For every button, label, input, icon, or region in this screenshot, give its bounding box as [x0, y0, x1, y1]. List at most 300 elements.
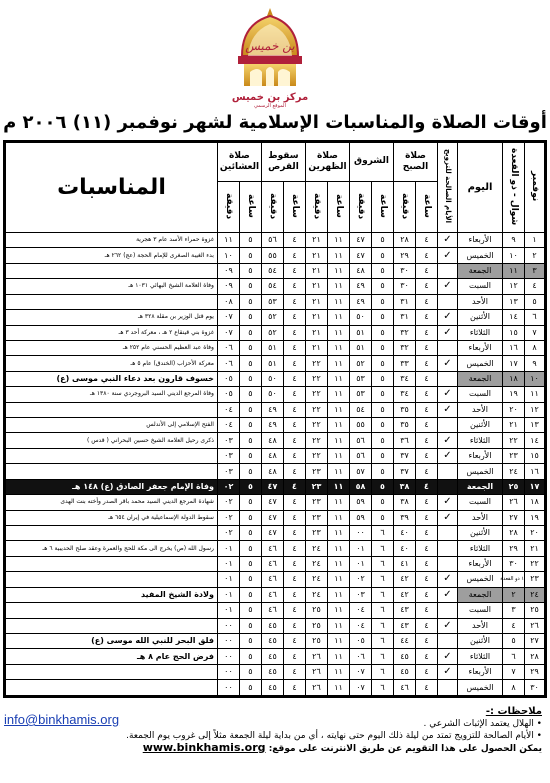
shuruq-minute-cell: ٠٤	[349, 603, 371, 618]
table-row	[6, 603, 545, 618]
fajr-hour-cell: ٤	[416, 587, 438, 602]
dhuhr-minute-cell: ٢٢	[305, 356, 327, 371]
shuruq-hour-cell: ٥	[371, 464, 393, 479]
maghrib-minute-cell: ٤٦	[261, 603, 283, 618]
isha-hour-cell: ٥	[239, 387, 261, 402]
marriage-check-cell: ✓	[438, 356, 458, 371]
occasion-cell	[6, 294, 218, 309]
fajr-hour-cell: ٤	[416, 418, 438, 433]
weekday-cell: الثلاثاء	[458, 541, 503, 556]
isha-minute-cell: ٠١	[217, 572, 239, 587]
marriage-check-cell	[438, 603, 458, 618]
marriage-check-cell: ✓	[438, 649, 458, 664]
isha-minute-cell: ٠٠	[217, 633, 239, 648]
fajr-hour-cell: ٤	[416, 541, 438, 556]
maghrib-hour-cell: ٤	[283, 387, 305, 402]
isha-minute-cell: ٠٠	[217, 618, 239, 633]
maghrib-hour-cell: ٤	[283, 664, 305, 679]
table-row	[6, 325, 545, 340]
table-row	[6, 233, 545, 248]
shuruq-hour-cell: ٥	[371, 294, 393, 309]
shuruq-hour-cell: ٥	[371, 510, 393, 525]
hijri-col-header: شوال - ذو القعدة	[503, 143, 525, 233]
dhuhr-hour-cell: ١١	[327, 418, 349, 433]
isha-minute-cell: ٠٣	[217, 464, 239, 479]
fajr-minute-cell: ٣٥	[393, 402, 415, 417]
isha-minute-cell: ٠٣	[217, 448, 239, 463]
dhuhr-hour-cell: ١١	[327, 633, 349, 648]
table-row	[6, 633, 545, 648]
maghrib-hour-cell: ٤	[283, 371, 305, 386]
isha-minute-header: دقيقة	[217, 182, 239, 233]
fajr-hour-cell: ٤	[416, 510, 438, 525]
isha-hour-cell: ٥	[239, 279, 261, 294]
hijri-day-cell: ٢٩	[503, 541, 525, 556]
occasion-cell: فرض الحج عام ٨ هـ	[6, 649, 218, 664]
maghrib-hour-cell: ٤	[283, 680, 305, 696]
dhuhr-minute-cell: ٢٤	[305, 587, 327, 602]
occasion-cell	[6, 603, 218, 618]
maghrib-minute-cell: ٤٧	[261, 526, 283, 541]
maghrib-minute-cell: ٤٩	[261, 418, 283, 433]
weekday-cell: الخميس	[458, 464, 503, 479]
hijri-day-cell: ٢٥	[503, 479, 525, 494]
isha-minute-cell: ٠٠	[217, 680, 239, 696]
day-number-cell: ٣	[525, 263, 545, 278]
marriage-check-cell	[438, 479, 458, 494]
hijri-day-cell: ٢٢	[503, 433, 525, 448]
isha-hour-cell: ٥	[239, 510, 261, 525]
shuruq-hour-cell: ٥	[371, 233, 393, 248]
day-number-cell: ٩	[525, 356, 545, 371]
table-row	[6, 310, 545, 325]
maghrib-minute-cell: ٤٧	[261, 479, 283, 494]
dhuhr-hour-cell: ١١	[327, 603, 349, 618]
fajr-minute-cell: ٤١	[393, 556, 415, 571]
maghrib-hour-cell: ٤	[283, 510, 305, 525]
fajr-hour-cell: ٤	[416, 387, 438, 402]
maghrib-minute-cell: ٥٠	[261, 371, 283, 386]
maghrib-hour-cell: ٤	[283, 464, 305, 479]
dhuhr-minute-cell: ٢٥	[305, 603, 327, 618]
fajr-hour-cell: ٤	[416, 340, 438, 355]
maghrib-minute-cell: ٤٥	[261, 633, 283, 648]
fajr-minute-cell: ٣٨	[393, 495, 415, 510]
maghrib-minute-cell: ٥٠	[261, 387, 283, 402]
dhuhr-minute-cell: ٢١	[305, 263, 327, 278]
maghrib-hour-cell: ٤	[283, 340, 305, 355]
maghrib-hour-cell: ٤	[283, 310, 305, 325]
dhuhr-minute-cell: ٢٣	[305, 495, 327, 510]
hijri-day-cell: ٧	[503, 664, 525, 679]
marriage-check-cell: ✓	[438, 402, 458, 417]
shuruq-hour-cell: ٥	[371, 418, 393, 433]
maghrib-hour-cell: ٤	[283, 279, 305, 294]
svg-text:مركز بن خميس: مركز بن خميس	[231, 92, 309, 103]
fajr-minute-cell: ٤٢	[393, 572, 415, 587]
maghrib-minute-cell: ٥٣	[261, 294, 283, 309]
dhuhr-hour-cell: ١١	[327, 649, 349, 664]
shuruq-hour-header: ساعة	[371, 182, 393, 233]
fajr-minute-cell: ٣٧	[393, 448, 415, 463]
dhuhr-hour-cell: ١١	[327, 448, 349, 463]
fajr-minute-cell: ٤٢	[393, 587, 415, 602]
shuruq-hour-cell: ٥	[371, 248, 393, 263]
dhuhr-minute-cell: ٢٤	[305, 556, 327, 571]
fajr-minute-cell: ٣٢	[393, 325, 415, 340]
fajr-hour-cell: ٤	[416, 294, 438, 309]
fajr-hour-cell: ٤	[416, 633, 438, 648]
fajr-hour-cell: ٤	[416, 448, 438, 463]
maghrib-minute-cell: ٤٧	[261, 495, 283, 510]
isha-minute-cell: ٠٨	[217, 294, 239, 309]
isha-minute-cell: ٠١	[217, 541, 239, 556]
weekday-cell: الجمعة	[458, 263, 503, 278]
weekday-cell: الجمعة	[458, 587, 503, 602]
maghrib-hour-cell: ٤	[283, 556, 305, 571]
weekday-cell: الأحد	[458, 618, 503, 633]
isha-minute-cell: ٠٩	[217, 263, 239, 278]
hijri-day-cell: ٦	[503, 649, 525, 664]
day-number-cell: ٤	[525, 279, 545, 294]
shuruq-minute-cell: ٥٣	[349, 371, 371, 386]
isha-hour-cell: ٥	[239, 587, 261, 602]
weekday-cell: الجمعة	[458, 371, 503, 386]
weekday-cell: الثلاثاء	[458, 325, 503, 340]
shuruq-hour-cell: ٥	[371, 495, 393, 510]
hijri-day-cell: ٢٠	[503, 402, 525, 417]
dhuhr-header: صلاة الظهرين	[305, 143, 349, 182]
isha-hour-cell: ٥	[239, 263, 261, 278]
day-number-cell: ٨	[525, 340, 545, 355]
fajr-hour-cell: ٤	[416, 310, 438, 325]
maghrib-minute-cell: ٤٨	[261, 448, 283, 463]
occasion-cell: ذكرى رحيل العلامة الشيخ حسين البحراني ( قدس )	[6, 433, 218, 448]
occasion-cell	[6, 664, 218, 679]
maghrib-hour-cell: ٤	[283, 418, 305, 433]
dhuhr-minute-cell: ٢٦	[305, 680, 327, 696]
day-number-cell: ١٨	[525, 495, 545, 510]
weekday-cell: السبت	[458, 495, 503, 510]
shuruq-hour-cell: ٥	[371, 448, 393, 463]
table-row	[6, 340, 545, 355]
isha-hour-cell: ٥	[239, 371, 261, 386]
maghrib-hour-cell: ٤	[283, 248, 305, 263]
maghrib-hour-cell: ٤	[283, 541, 305, 556]
hijri-day-cell: ٩	[503, 233, 525, 248]
shuruq-minute-cell: ٤٧	[349, 233, 371, 248]
isha-header: صلاة العشائين	[217, 143, 261, 182]
dhuhr-hour-cell: ١١	[327, 310, 349, 325]
dhuhr-minute-cell: ٢٤	[305, 541, 327, 556]
dhuhr-minute-cell: ٢٢	[305, 433, 327, 448]
table-row	[6, 664, 545, 679]
dhuhr-minute-cell: ٢٢	[305, 371, 327, 386]
dhuhr-minute-cell: ٢٦	[305, 649, 327, 664]
isha-hour-cell: ٥	[239, 664, 261, 679]
hijri-day-cell: ٣	[503, 603, 525, 618]
page-title: أوقات الصلاة والمناسبات الإسلامية لشهر نوفمبر (١١) ٢٠٠٦ م	[3, 112, 547, 133]
isha-hour-cell: ٥	[239, 310, 261, 325]
isha-minute-cell: ٠٠	[217, 649, 239, 664]
shuruq-minute-cell: ٠١	[349, 541, 371, 556]
isha-hour-cell: ٥	[239, 433, 261, 448]
weekday-cell: الخميس	[458, 572, 503, 587]
day-col-header: اليوم	[458, 143, 503, 233]
maghrib-hour-cell: ٤	[283, 356, 305, 371]
dhuhr-hour-cell: ١١	[327, 248, 349, 263]
occasion-cell: سقوط الدولة الإسماعيلية في إيران ٦٥٤ هـ	[6, 510, 218, 525]
maghrib-hour-cell: ٤	[283, 649, 305, 664]
isha-minute-cell: ٠٩	[217, 279, 239, 294]
fajr-minute-cell: ٤٦	[393, 680, 415, 696]
maghrib-minute-cell: ٤٨	[261, 433, 283, 448]
marriage-check-cell	[438, 526, 458, 541]
dhuhr-hour-cell: ١١	[327, 233, 349, 248]
fajr-header: صلاة الصبح	[393, 143, 437, 182]
hijri-day-cell: ١٢	[503, 279, 525, 294]
marriage-check-cell	[438, 556, 458, 571]
fajr-hour-cell: ٤	[416, 572, 438, 587]
marriage-check-cell: ✓	[438, 618, 458, 633]
fajr-minute-cell: ٢٩	[393, 248, 415, 263]
hijri-day-cell: ٢٤	[503, 464, 525, 479]
table-row	[6, 402, 545, 417]
weekday-cell: الأربعاء	[458, 556, 503, 571]
fajr-minute-cell: ٤٥	[393, 649, 415, 664]
shuruq-hour-cell: ٦	[371, 603, 393, 618]
dhuhr-hour-cell: ١١	[327, 664, 349, 679]
fajr-hour-cell: ٤	[416, 464, 438, 479]
marriage-check-cell: ✓	[438, 433, 458, 448]
day-number-cell: ١٤	[525, 433, 545, 448]
weekday-cell: الأثنين	[458, 310, 503, 325]
marriage-check-cell: ✓	[438, 510, 458, 525]
fajr-minute-cell: ٤٣	[393, 603, 415, 618]
svg-text:بن خميس: بن خميس	[245, 39, 295, 53]
dhuhr-minute-cell: ٢٣	[305, 510, 327, 525]
isha-hour-cell: ٥	[239, 448, 261, 463]
dhuhr-minute-cell: ٢٢	[305, 418, 327, 433]
dhuhr-minute-cell: ٢١	[305, 325, 327, 340]
fajr-hour-cell: ٤	[416, 680, 438, 696]
maghrib-minute-cell: ٤٥	[261, 649, 283, 664]
table-row	[6, 618, 545, 633]
fajr-minute-cell: ٤٠	[393, 526, 415, 541]
shuruq-hour-cell: ٥	[371, 479, 393, 494]
shuruq-hour-cell: ٥	[371, 325, 393, 340]
isha-minute-cell: ٠٢	[217, 526, 239, 541]
isha-hour-cell: ٥	[239, 294, 261, 309]
fajr-hour-cell: ٤	[416, 279, 438, 294]
table-row	[6, 464, 545, 479]
maghrib-hour-cell: ٤	[283, 263, 305, 278]
maghrib-minute-cell: ٥١	[261, 340, 283, 355]
shuruq-hour-cell: ٥	[371, 310, 393, 325]
hijri-day-cell: ١٣	[503, 294, 525, 309]
day-number-cell: ١٥	[525, 448, 545, 463]
shuruq-minute-cell: ٥٠	[349, 310, 371, 325]
weekday-cell: الأربعاء	[458, 233, 503, 248]
dhuhr-hour-cell: ١١	[327, 618, 349, 633]
maghrib-minute-cell: ٤٧	[261, 510, 283, 525]
dhuhr-minute-cell: ٢٢	[305, 387, 327, 402]
shuruq-hour-cell: ٥	[371, 402, 393, 417]
isha-hour-cell: ٥	[239, 649, 261, 664]
shuruq-minute-cell: ٥٦	[349, 448, 371, 463]
day-number-cell: ١٣	[525, 418, 545, 433]
hijri-day-cell: ٢	[503, 587, 525, 602]
table-row	[6, 448, 545, 463]
table-row	[6, 510, 545, 525]
weekday-cell: الأحد	[458, 294, 503, 309]
dhuhr-minute-cell: ٢٣	[305, 464, 327, 479]
table-row	[6, 556, 545, 571]
weekday-cell: الأثنين	[458, 418, 503, 433]
occasion-cell: غزوة حمراء الأسد عام ٣ هجرية	[6, 233, 218, 248]
hijri-day-cell: ٥	[503, 633, 525, 648]
shuruq-hour-cell: ٦	[371, 541, 393, 556]
shuruq-hour-cell: ٦	[371, 587, 393, 602]
weekday-cell: الأربعاء	[458, 448, 503, 463]
isha-minute-cell: ٠٦	[217, 356, 239, 371]
fajr-hour-cell: ٤	[416, 402, 438, 417]
fajr-minute-cell: ٤٠	[393, 541, 415, 556]
occasion-cell	[6, 618, 218, 633]
dhuhr-hour-cell: ١١	[327, 263, 349, 278]
notes-heading: ملاحظات :-	[485, 706, 542, 717]
shuruq-minute-cell: ٤٩	[349, 279, 371, 294]
day-number-cell: ١١	[525, 387, 545, 402]
prayer-times-table-wrap	[3, 140, 547, 698]
isha-hour-cell: ٥	[239, 402, 261, 417]
shuruq-minute-header: دقيقة	[349, 182, 371, 233]
occasion-cell	[6, 526, 218, 541]
shuruq-minute-cell: ٥٣	[349, 387, 371, 402]
shuruq-minute-cell: ٥٧	[349, 464, 371, 479]
hijri-day-cell: ٢٦	[503, 495, 525, 510]
marriage-check-cell	[438, 680, 458, 696]
maghrib-minute-cell: ٤٦	[261, 556, 283, 571]
weekday-cell: السبت	[458, 387, 503, 402]
website-link[interactable]: www.binkhamis.org	[142, 741, 266, 754]
isha-hour-cell: ٥	[239, 340, 261, 355]
occasion-cell: وفاة الإمام جعفر الصادق (ع) ١٤٨ هـ	[6, 479, 218, 494]
occasion-cell	[6, 263, 218, 278]
dhuhr-minute-cell: ٢١	[305, 279, 327, 294]
isha-minute-cell: ٠٤	[217, 418, 239, 433]
weekday-cell: الجمعة	[458, 479, 503, 494]
hijri-day-cell: ١٩	[503, 387, 525, 402]
fajr-hour-cell: ٤	[416, 495, 438, 510]
day-number-cell: ٢٣	[525, 572, 545, 587]
notes-section	[2, 706, 542, 755]
shuruq-hour-cell: ٦	[371, 556, 393, 571]
shuruq-minute-cell: ٠٤	[349, 618, 371, 633]
hijri-day-cell: ٣٠	[503, 556, 525, 571]
marriage-check-cell	[438, 464, 458, 479]
occasion-cell: الفتح الإسلامي إلى الأندلس	[6, 418, 218, 433]
weekday-cell: الثلاثاء	[458, 433, 503, 448]
weekday-cell: السبت	[458, 603, 503, 618]
day-number-cell: ٥	[525, 294, 545, 309]
table-row	[6, 541, 545, 556]
maghrib-minute-cell: ٥٥	[261, 248, 283, 263]
fajr-minute-cell: ٣٣	[393, 356, 415, 371]
fajr-minute-cell: ٣٦	[393, 433, 415, 448]
dhuhr-hour-cell: ١١	[327, 356, 349, 371]
occasion-cell: فلق البحر للنبي الله موسى (ع)	[6, 633, 218, 648]
shuruq-minute-cell: ٤٩	[349, 294, 371, 309]
fajr-minute-cell: ٢٨	[393, 233, 415, 248]
shuruq-minute-cell: ٥٨	[349, 479, 371, 494]
dhuhr-hour-header: ساعة	[327, 182, 349, 233]
email-link[interactable]: info@binkhamis.org	[4, 712, 120, 727]
occasion-cell: بدء الغيبة الصغرى للإمام الحجة (عج) ٢٦٢ هـ	[6, 248, 218, 263]
day-number-cell: ٢٧	[525, 633, 545, 648]
svg-text:الموقع الرسمي: الموقع الرسمي	[254, 103, 286, 109]
isha-hour-header: ساعة	[239, 182, 261, 233]
table-row	[6, 433, 545, 448]
shuruq-minute-cell: ٥٤	[349, 402, 371, 417]
maghrib-hour-cell: ٤	[283, 618, 305, 633]
shuruq-hour-cell: ٦	[371, 526, 393, 541]
maghrib-minute-cell: ٥٢	[261, 310, 283, 325]
dhuhr-hour-cell: ١١	[327, 495, 349, 510]
marriage-check-cell	[438, 263, 458, 278]
occasion-cell: خسوف قارون بعد دعاء النبي موسى (ع)	[6, 371, 218, 386]
isha-hour-cell: ٥	[239, 633, 261, 648]
fajr-minute-cell: ٤٥	[393, 664, 415, 679]
hijri-day-cell: ٤	[503, 618, 525, 633]
isha-minute-cell: ٠٥	[217, 371, 239, 386]
fajr-hour-cell: ٤	[416, 479, 438, 494]
hijri-day-cell: ٢٧	[503, 510, 525, 525]
shuruq-minute-cell: ٠٥	[349, 633, 371, 648]
shuruq-minute-cell: ٥٥	[349, 418, 371, 433]
dhuhr-minute-cell: ٢٥	[305, 618, 327, 633]
isha-minute-cell: ٠٦	[217, 340, 239, 355]
table-row	[6, 356, 545, 371]
dhuhr-minute-cell: ٢٢	[305, 448, 327, 463]
isha-hour-cell: ٥	[239, 603, 261, 618]
day-number-cell: ١٢	[525, 402, 545, 417]
maghrib-hour-cell: ٤	[283, 433, 305, 448]
table-row	[6, 680, 545, 696]
fajr-minute-cell: ٣٢	[393, 340, 415, 355]
maghrib-minute-cell: ٤٥	[261, 680, 283, 696]
shuruq-minute-cell: ٥٢	[349, 356, 371, 371]
marriage-check-cell: ✓	[438, 448, 458, 463]
fajr-hour-cell: ٤	[416, 433, 438, 448]
day-number-cell: ٢٩	[525, 664, 545, 679]
dhuhr-minute-header: دقيقة	[305, 182, 327, 233]
shuruq-hour-cell: ٦	[371, 680, 393, 696]
shuruq-minute-cell: ٠١	[349, 556, 371, 571]
table-row	[6, 387, 545, 402]
shuruq-hour-cell: ٦	[371, 649, 393, 664]
occasion-cell	[6, 448, 218, 463]
maghrib-minute-cell: ٤٥	[261, 664, 283, 679]
month-col-header: نوفمبر	[525, 143, 545, 233]
occasion-cell: شهادة المرجع الديني السيد محمد باقر الصدر وأخته بنت الهدى	[6, 495, 218, 510]
marriage-check-cell: ✓	[438, 325, 458, 340]
isha-minute-cell: ١١	[217, 233, 239, 248]
hijri-day-cell: ١٤	[503, 310, 525, 325]
fajr-minute-cell: ٣٤	[393, 387, 415, 402]
occasion-cell: وفاة العلامة الشيخ البهائي ١٠٣١ هـ	[6, 279, 218, 294]
maghrib-hour-cell: ٤	[283, 603, 305, 618]
